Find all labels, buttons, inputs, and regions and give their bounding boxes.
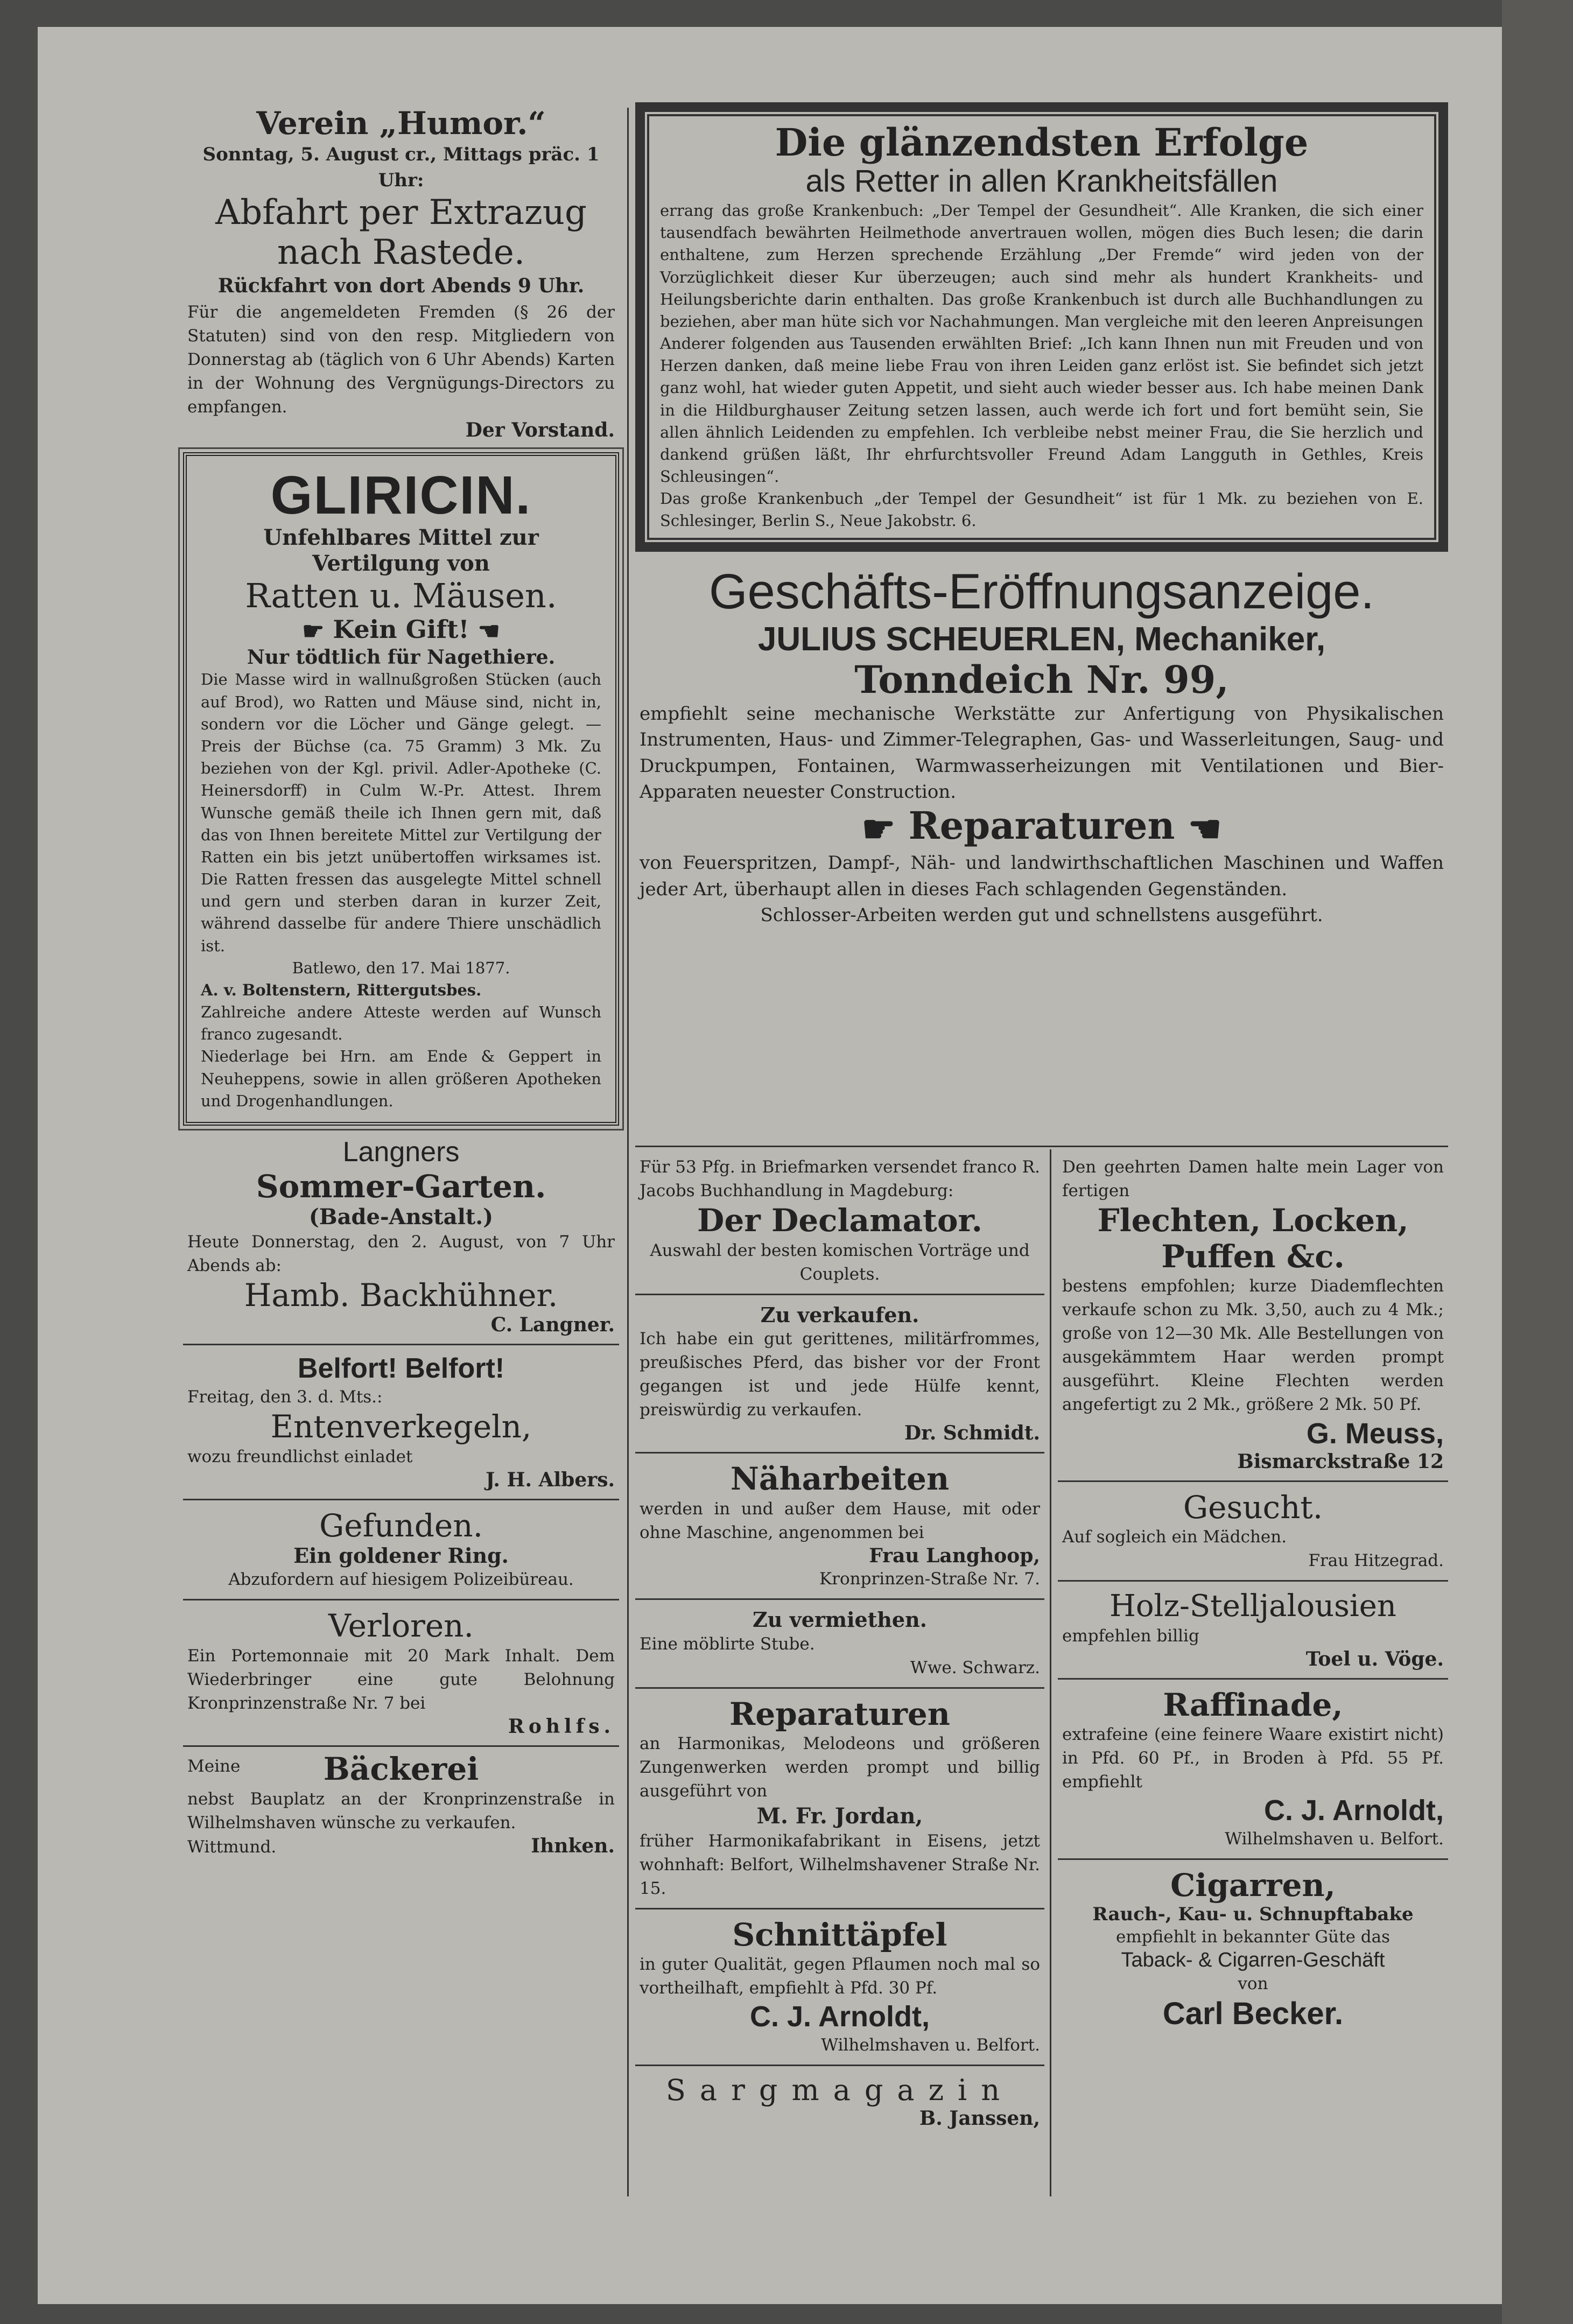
belfort-body: wozu freundlichst einladet — [187, 1447, 413, 1466]
gliricin-sub2: Ratten u. Mäusen. — [245, 575, 557, 615]
divider — [183, 1499, 619, 1500]
langner-title2: Sommer-Garten. — [256, 1168, 546, 1205]
ad-holz-stelljalousien — [1058, 1586, 1448, 1673]
baeckerei-title: Bäckerei — [323, 1751, 479, 1788]
divider — [1058, 1858, 1448, 1860]
divider — [635, 1598, 1044, 1600]
rep-title: Reparaturen — [729, 1695, 950, 1732]
vermieth-signature: Wwe. Schwarz. — [910, 1658, 1040, 1677]
gefunden-sub: Ein goldener Ring. — [293, 1543, 509, 1568]
ad-reparaturen-harmonika — [635, 1693, 1044, 1904]
pointing-hand-icon: ☚ — [477, 616, 500, 646]
verkaufen-title: Zu verkaufen. — [760, 1302, 919, 1327]
naeh-body: werden in und außer dem Hause, mit oder ohne Maschine, angenommen bei — [640, 1499, 1040, 1543]
humor-body: Für die angemeldeten Fremden (§ 26 der Statuten) sind von den resp. Mitgliedern von Donnerstag ab (täglich von 6 Uhr Abends) Karten in der Wohnung des Vergnügungs-Directors zu empfangen. — [187, 302, 615, 417]
ad-gefunden — [183, 1505, 619, 1595]
meuss-name: G. Meuss, — [1306, 1417, 1444, 1450]
tempel-title2: als Retter in allen Krankheitsfällen — [805, 164, 1278, 199]
scheuerlen-name: JULIUS SCHEUERLEN, Mechaniker, — [757, 621, 1326, 658]
schnitt-body: in guter Qualität, gegen Pflaumen noch mal so vortheilhaft, empfiehlt à Pfd. 30 Pf. — [640, 1955, 1040, 1998]
scheuerlen-rep-line — [640, 805, 1444, 850]
raff-body: extrafeine (eine feinere Waare existirt nicht) in Pfd. 60 Pf., in Broden à Pfd. 55 Pf. empfiehlt — [1062, 1725, 1444, 1792]
langner-head: Hamb. Backhühner. — [244, 1277, 558, 1314]
declamator-pre: Für 53 Pfg. in Briefmarken versendet franco R. Jacobs Buchhandlung in Magdeburg: — [640, 1157, 1040, 1201]
ad-zu-verkaufen — [635, 1300, 1044, 1448]
divider — [1058, 1678, 1448, 1680]
scheuerlen-address: Tonndeich Nr. 99, — [854, 657, 1229, 702]
langner-title1: Langners — [342, 1136, 460, 1168]
ad-meuss — [1058, 1152, 1448, 1476]
cig-sub: Rauch-, Kau- u. Schnupftabake — [1092, 1904, 1414, 1926]
raff-signature: C. J. Arnoldt, — [1264, 1794, 1444, 1827]
meuss-title1: Flechten, Locken, — [1097, 1202, 1409, 1239]
scheuerlen-body2: von Feuerspritzen, Dampf-, Näh- und landwirthschaftlichen Maschinen und Waffen jeder Art, überhaupt allen in dieses Fach schlagenden Gegenständen. — [640, 852, 1444, 900]
column-right-top — [635, 102, 1448, 931]
naeh-title: Näharbeiten — [730, 1461, 950, 1498]
schnitt-place: Wilhelmshaven u. Belfort. — [821, 2035, 1040, 2055]
gliricin-signature: A. v. Boltenstern, Rittergutsbes. — [201, 980, 482, 999]
ad-raffinade — [1058, 1684, 1448, 1855]
column-right-bottom — [1058, 1152, 1448, 2035]
baeckerei-body: nebst Bauplatz an der Kronprinzenstraße in Wilhelmshaven wünsche zu verkaufen. — [187, 1789, 615, 1832]
gliricin-nogift: Kein Gift! — [333, 614, 469, 644]
langner-signature: C. Langner. — [490, 1314, 615, 1337]
verloren-title: Verloren. — [328, 1607, 474, 1645]
divider — [635, 1146, 1448, 1147]
scheuerlen-rep: Reparaturen — [908, 803, 1175, 848]
baeckerei-place: Wittmund. — [187, 1837, 277, 1857]
ad-declamator — [635, 1152, 1044, 1289]
baeckerei-footer — [187, 1835, 615, 1859]
ad-schnittaepfel — [635, 1914, 1044, 2061]
gesucht-signature: Frau Hitzegrad. — [1308, 1551, 1444, 1571]
ad-tempel-gesundheit — [635, 102, 1448, 552]
declamator-body: Auswahl der besten komischen Vorträge und Couplets. — [650, 1240, 1030, 1284]
naeh-address: Kronprinzen-Straße Nr. 7. — [819, 1569, 1040, 1589]
gefunden-body: Abzufordern auf hiesigem Polizeibüreau. — [228, 1570, 574, 1590]
tempel-foot: Das große Krankenbuch „der Tempel der Gesundheit“ ist für 1 Mk. zu beziehen von E. Schlesinger, Berlin S., Neue Jakobstr. 6. — [660, 489, 1423, 530]
belfort-head: Entenverkegeln, — [270, 1408, 532, 1445]
column-middle-bottom — [635, 1152, 1044, 2133]
divider — [635, 2065, 1044, 2066]
sarg-title: Sargmagazin — [665, 2073, 1014, 2108]
ad-baeckerei — [183, 1751, 619, 1862]
gliricin-sub1: Unfehlbares Mittel zur Vertilgung von — [263, 524, 539, 576]
pointing-hand-icon: ☛ — [861, 806, 896, 851]
schnitt-signature: C. J. Arnoldt, — [750, 2000, 930, 2033]
gliricin-tod: Nur tödtlich für Nagethiere. — [247, 646, 556, 669]
divider — [635, 1294, 1044, 1295]
belfort-title: Belfort! Belfort! — [297, 1353, 505, 1385]
humor-title: Verein „Humor.“ — [256, 105, 546, 142]
sarg-signature: B. Janssen, — [919, 2107, 1040, 2130]
newspaper-page — [38, 27, 1502, 2304]
cig-signature: Carl Becker. — [1162, 1996, 1344, 2032]
verkaufen-body: Ich habe ein gut gerittenes, militärfrommes, preußisches Pferd, das bisher vor der Front gegangen ist und jede Hülfe kennt, preiswürdig zu verkaufen. — [640, 1329, 1040, 1420]
rep-signature: M. Fr. Jordan, — [756, 1803, 923, 1829]
ad-naeharbeiten — [635, 1458, 1044, 1594]
scheuerlen-title: Geschäfts-Eröffnungsanzeige. — [709, 564, 1374, 619]
naeh-signature: Frau Langhoop, — [869, 1544, 1040, 1568]
divider — [635, 1908, 1044, 1909]
cig-shop: Taback- & Cigarren-Geschäft — [1121, 1949, 1385, 1972]
pointing-hand-icon: ☚ — [1188, 806, 1222, 851]
raff-place: Wilhelmshaven u. Belfort. — [1225, 1829, 1444, 1849]
divider — [183, 1745, 619, 1747]
pointing-hand-icon: ☛ — [302, 616, 325, 646]
cig-body: empfiehlt in bekannter Güte das — [1115, 1927, 1391, 1947]
raff-title: Raffinade, — [1163, 1686, 1343, 1723]
ad-cigarren — [1058, 1864, 1448, 2035]
gefunden-title: Gefunden. — [319, 1507, 483, 1544]
divider — [1058, 1580, 1448, 1582]
belfort-date: Freitag, den 3. d. Mts.: — [187, 1387, 383, 1407]
cig-title: Cigarren, — [1170, 1867, 1336, 1904]
ad-verloren — [183, 1605, 619, 1741]
divider — [1058, 1480, 1448, 1482]
meuss-pre: Den geehrten Damen halte mein Lager von fertigen — [1062, 1157, 1444, 1201]
divider — [635, 1452, 1044, 1454]
ad-verein-humor — [183, 102, 619, 445]
gliricin-more: Zahlreiche andere Atteste werden auf Wunsch franco zugesandt. — [201, 1003, 601, 1044]
tempel-title1: Die glänzendsten Erfolge — [775, 120, 1309, 165]
humor-date: Sonntag, 5. August cr., Mittags präc. 1 Uhr: — [202, 143, 600, 191]
cig-von: von — [1238, 1974, 1268, 1994]
meuss-body: bestens empfohlen; kurze Diademflechten verkaufe schon zu Mk. 3,50, auch zu 4 Mk.; große von 12—30 Mk. Alle Bestellungen von ausgekämmtem Haar werden prompt ausgeführt. Kleine Flechten werden angefertigt zu 2 Mk., größere 2 Mk. 50 Pf. — [1062, 1276, 1444, 1415]
langner-title3: (Bade-Anstalt.) — [308, 1204, 494, 1230]
humor-head: Abfahrt per Extrazug nach Rastede. — [215, 193, 587, 272]
vermieth-title: Zu vermiethen. — [753, 1607, 927, 1632]
ad-sargmagazin — [635, 2070, 1044, 2133]
vermieth-body: Eine möblirte Stube. — [640, 1634, 815, 1654]
rep-body: an Harmonikas, Melodeons und größeren Zungenwerken werden prompt und billig ausgeführt von — [640, 1734, 1040, 1801]
holz-title: Holz-Stelljalousien — [1109, 1589, 1396, 1624]
ad-scheuerlen — [635, 560, 1448, 932]
gliricin-place: Batlewo, den 17. Mai 1877. — [292, 958, 510, 977]
page-edge — [1502, 0, 1573, 2324]
gesucht-body: Auf sogleich ein Mädchen. — [1062, 1527, 1287, 1547]
divider — [635, 1687, 1044, 1689]
holz-body: empfehlen billig — [1062, 1626, 1199, 1646]
ad-langner — [183, 1133, 619, 1339]
holz-signature: Toel u. Vöge. — [1305, 1647, 1444, 1670]
belfort-signature: J. H. Albers. — [486, 1468, 615, 1491]
humor-return: Rückfahrt von dort Abends 9 Uhr. — [217, 275, 585, 298]
gesucht-title: Gesucht. — [1183, 1489, 1323, 1526]
meuss-address: Bismarckstraße 12 — [1237, 1450, 1444, 1473]
baeckerei-signature: Ihnken. — [531, 1834, 615, 1857]
divider — [183, 1344, 619, 1345]
column-divider — [627, 108, 629, 2196]
rep-body2: früher Harmonikafabrikant in Eisens, jetzt wohnhaft: Belfort, Wilhelmshavener Straße Nr. 15. — [640, 1831, 1040, 1898]
scheuerlen-body: empfiehlt seine mechanische Werkstätte zur Anfertigung von Physikalischen Instrumenten, Haus- und Zimmer-Telegraphen, Gas- und Wasserleitungen, Saug- und Druckpumpen, Fontainen, Warmwasserheizungen mit Ventilationen und Bier-Apparaten neuester Construction. — [640, 703, 1444, 803]
langner-body: Heute Donnerstag, den 2. August, von 7 Uhr Abends ab: — [187, 1232, 615, 1276]
humor-signature: Der Vorstand. — [465, 418, 615, 441]
divider — [183, 1599, 619, 1600]
meuss-title2: Puffen &c. — [1161, 1238, 1345, 1275]
verkaufen-signature: Dr. Schmidt. — [904, 1422, 1040, 1445]
ad-gesucht — [1058, 1486, 1448, 1576]
tempel-body: errang das große Krankenbuch: „Der Tempel der Gesundheit“. Alle Kranken, die sich einer tausendfach bewährten Heilmethode anvertrauen wollen, mögen dies Buch lesen; die darin enthaltene, zum Herzen sprechende Erzählung „Der Fremde“ wird jeden von der Vorzüglichkeit dieser Kur überzeugen; auch sind mehr als hundert Krankheits- und Heilungsberichte darin enthalten. Das große Krankenbuch ist durch alle Buchhandlungen zu beziehen, aber man hüte sich vor Nachahmungen. Man vergleiche mit den leeren Anpreisungen Anderer folgenden aus Tausenden erwählten Brief: „Ich kann Ihnen nun mit Freuden und von Herzen danken, daß meine liebe Frau von ihren Leiden ganz erlöst ist. Sie befindet sich jetzt ganz wohl, hat wieder guten Appetit, und sieht auch wieder besser aus. Ich habe meinen Dank in die Hildburghauser Zeitung setzen lassen, auch werde ich fort und fort bemüht sein, Sie allen ähnlich Leidenden zu empfehlen. Ich verbleibe nebst meiner Frau, die Sie herzlich und dankend grüßen läßt, Ihr ehrfurchtsvoller Freund Adam Langguth in Gethles, Kreis Schleusingen“. — [660, 201, 1423, 486]
verloren-signature: Rohlfs. — [508, 1715, 615, 1738]
ad-belfort — [183, 1350, 619, 1494]
column-left — [183, 102, 619, 1862]
verloren-body: Ein Portemonnaie mit 20 Mark Inhalt. Dem Wiederbringer eine gute Belohnung Kronprinzenstraße Nr. 7 bei — [187, 1646, 615, 1714]
column-divider — [1050, 1149, 1051, 2196]
declamator-title: Der Declamator. — [697, 1202, 982, 1239]
ad-zu-vermiethen — [635, 1604, 1044, 1683]
gliricin-title: GLIRICIN. — [270, 465, 532, 525]
scheuerlen-body3: Schlosser-Arbeiten werden gut und schnellstens ausgeführt. — [760, 904, 1323, 926]
schnitt-title: Schnittäpfel — [732, 1916, 947, 1953]
baeckerei-pre: Meine — [187, 1757, 241, 1777]
gliricin-nogift-line — [201, 615, 601, 647]
gliricin-depot: Niederlage bei Hrn. am Ende & Geppert in Neuheppens, sowie in allen größeren Apotheken und Drogenhandlungen. — [201, 1047, 601, 1110]
gliricin-body: Die Masse wird in wallnußgroßen Stücken (auch auf Brod), wo Ratten und Mäuse sind, nicht in, sondern vor die Löcher und Gänge gelegt. — Preis der Büchse (ca. 75 Gramm) 3 Mk. Zu beziehen von der Kgl. privil. Adler-Apotheke (C. Heinersdorff) in Culm W.-Pr. Attest. Ihrem Wunsche gemäß theile ich Ihnen gern mit, daß das von Ihnen bereitete Mittel zur Vertilgung der Ratten ein bis jetzt unübertoffen wirksames ist. Die Ratten fressen das ausgelegte Mittel schnell und gern und sterben daran in kurzer Zeit, während dasselbe für andere Thiere unschädlich ist. — [201, 670, 601, 955]
ad-gliricin — [183, 452, 619, 1126]
